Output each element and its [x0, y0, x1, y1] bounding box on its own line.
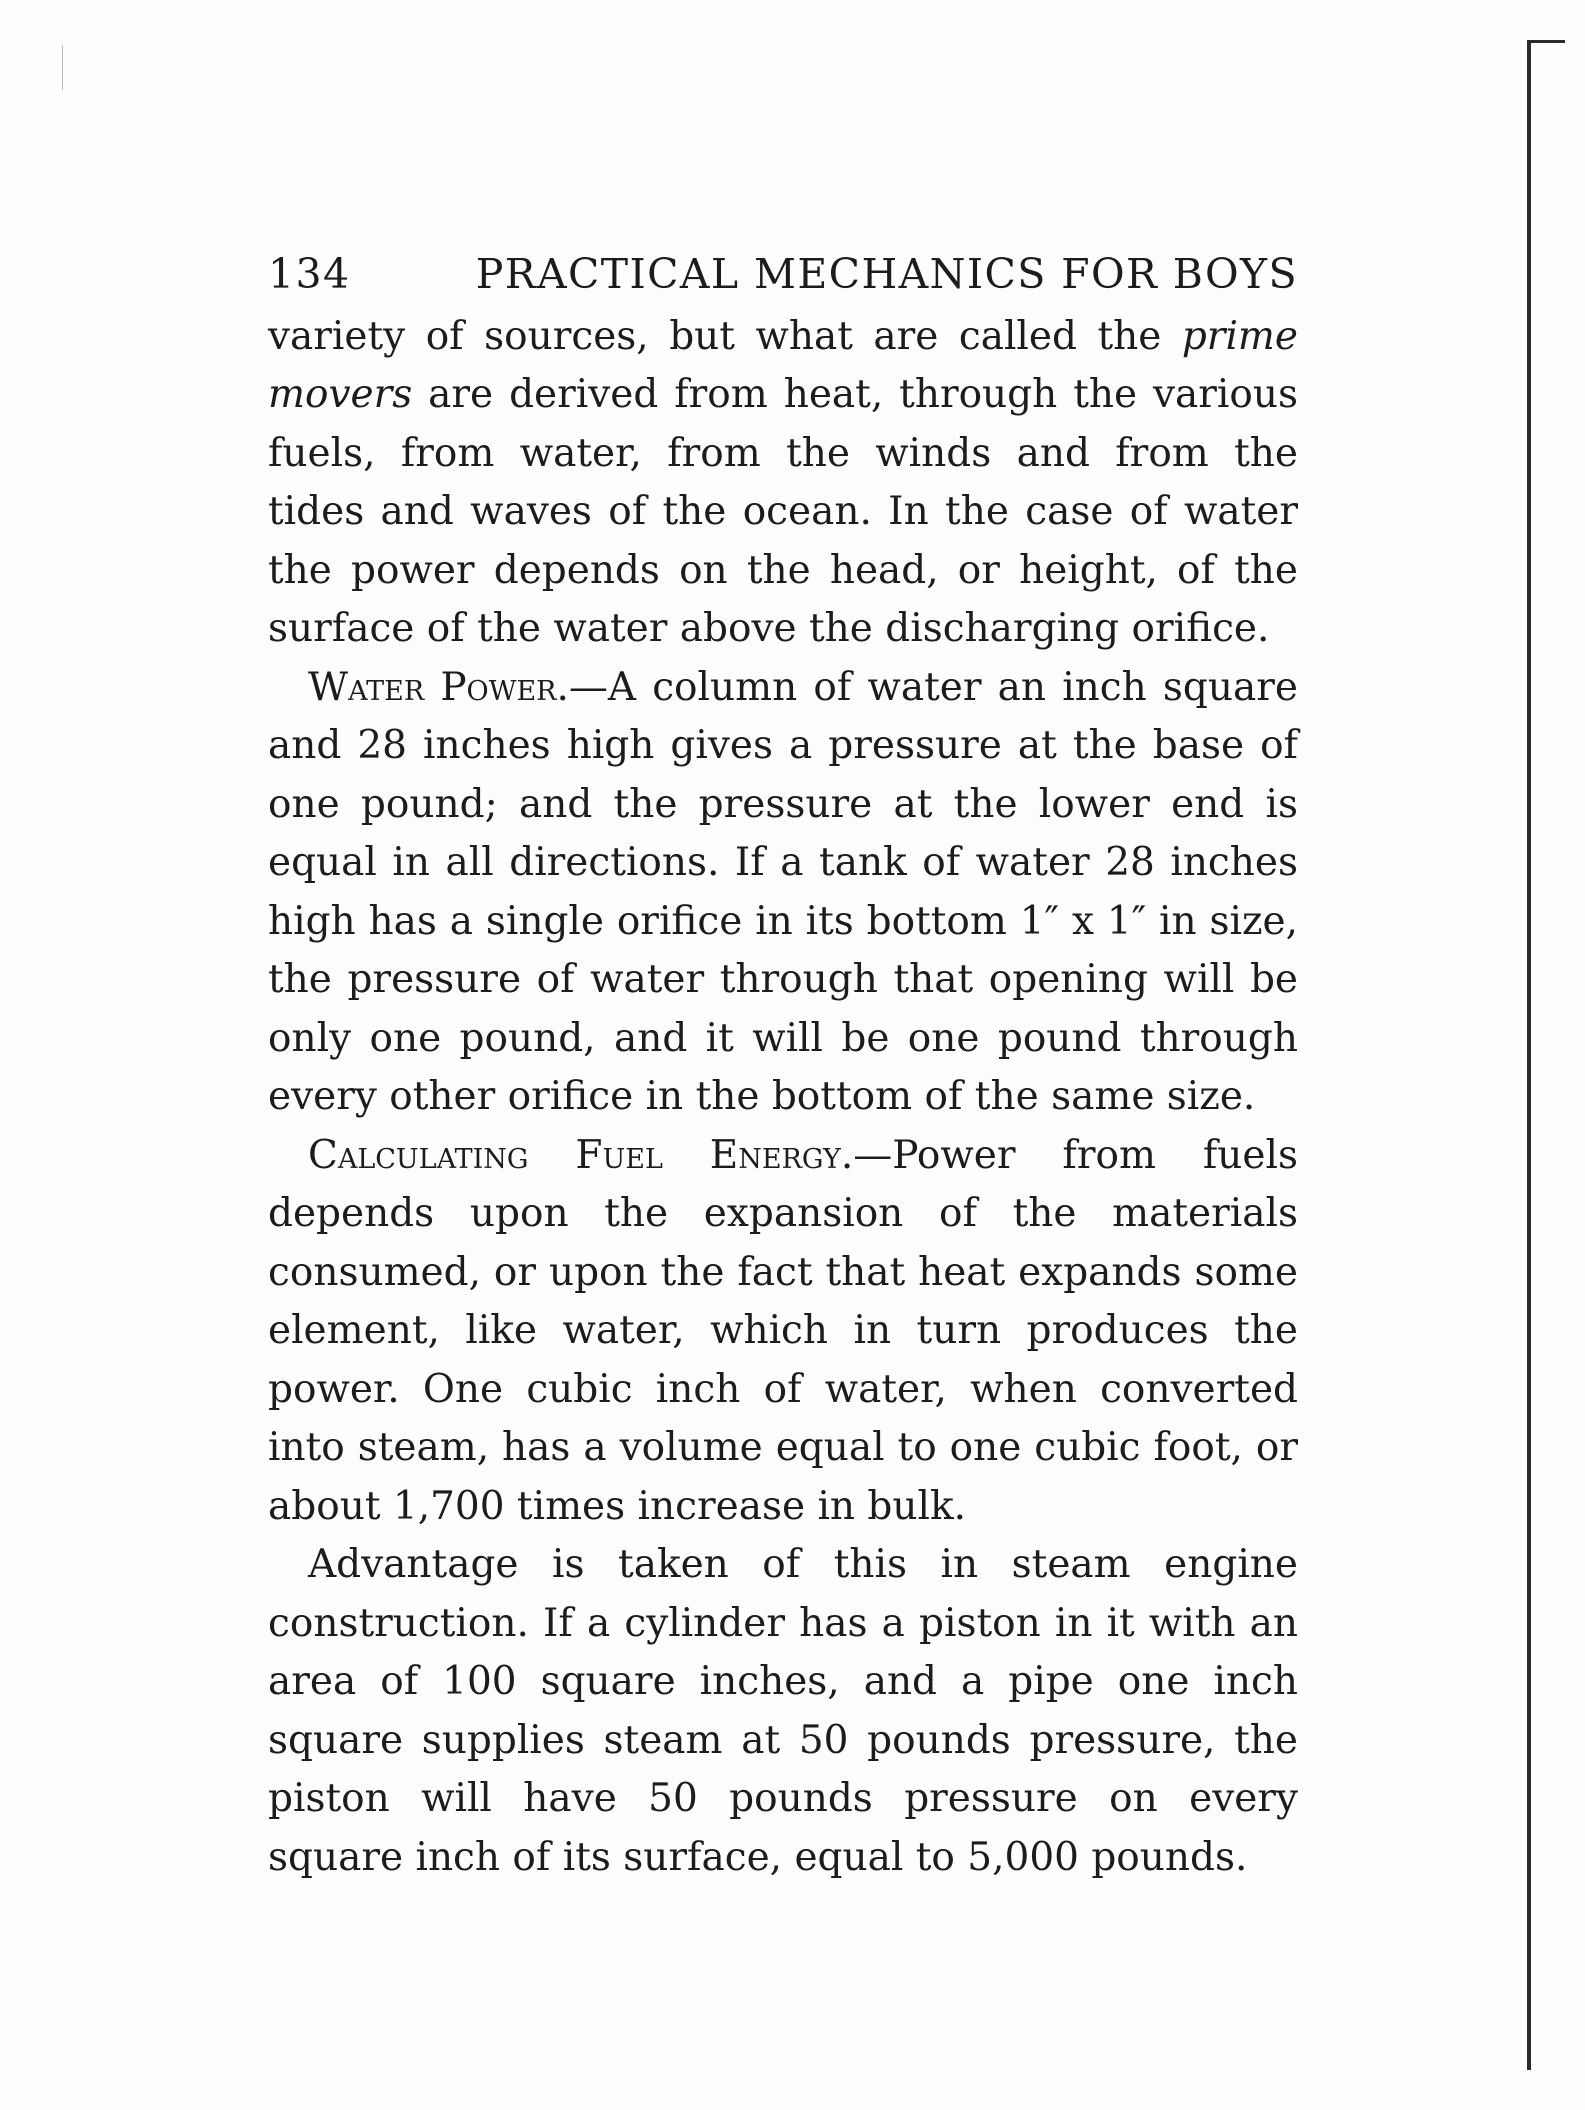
paragraph-steam-engine	[268, 1536, 1298, 1887]
paragraph-text: —Power from fuels depends upon the expansion of the materials consumed, or upon the fact that heat expands some element, like water, which in turn produces the power. One cubic inch of water, when converted into steam, has a volume equal to one cubic foot, or about 1,700 times increase in bulk.	[268, 1132, 1298, 1529]
section-heading-fuel-energy: Calculating Fuel Energy.	[308, 1132, 854, 1178]
paragraph-fuel-energy	[268, 1127, 1298, 1537]
paragraph-text: variety of sources, but what are called the	[268, 313, 1182, 359]
emphasis-prime-movers: prime movers	[268, 313, 1298, 417]
paragraph-text: Advantage is taken of this in steam engine construction. If a cylinder has a piston in it with an area of 100 square inches, and a pipe one inch square supplies steam at 50 pounds pressure, the piston will have 50 pounds pressure on every square inch of its surface, equal to 5,000 pounds.	[268, 1542, 1298, 1880]
scan-artifact-mark	[62, 45, 63, 90]
paragraph-prime-movers	[268, 308, 1298, 659]
paragraph-text: —A column of water an inch square and 28 inches high gives a pressure at the base of one pound; and the pressure at the lower end is equal in all directions. If a tank of water 28 inches high has a single orifice in its bottom 1″ x 1″ in size, the pressure of water through that opening will be only one pound, and it will be one pound through every other orifice in the bottom of the same size.	[268, 664, 1298, 1119]
running-head	[268, 245, 1298, 304]
page-number: 134	[268, 250, 351, 298]
paragraph-text: are derived from heat, through the various fuels, from water, from the winds and from the tides and waves of the ocean. In the case of water the power depends on the head, or height, of the surface of the water above the discharging orifice.	[268, 372, 1298, 651]
page-edge-top	[1527, 40, 1565, 43]
paragraph-water-power	[268, 659, 1298, 1127]
book-title: PRACTICAL MECHANICS FOR BOYS	[475, 250, 1298, 298]
page-edge-line	[1527, 40, 1531, 2070]
section-heading-water-power: Water Power.	[308, 664, 569, 710]
page-text	[268, 245, 1298, 1887]
